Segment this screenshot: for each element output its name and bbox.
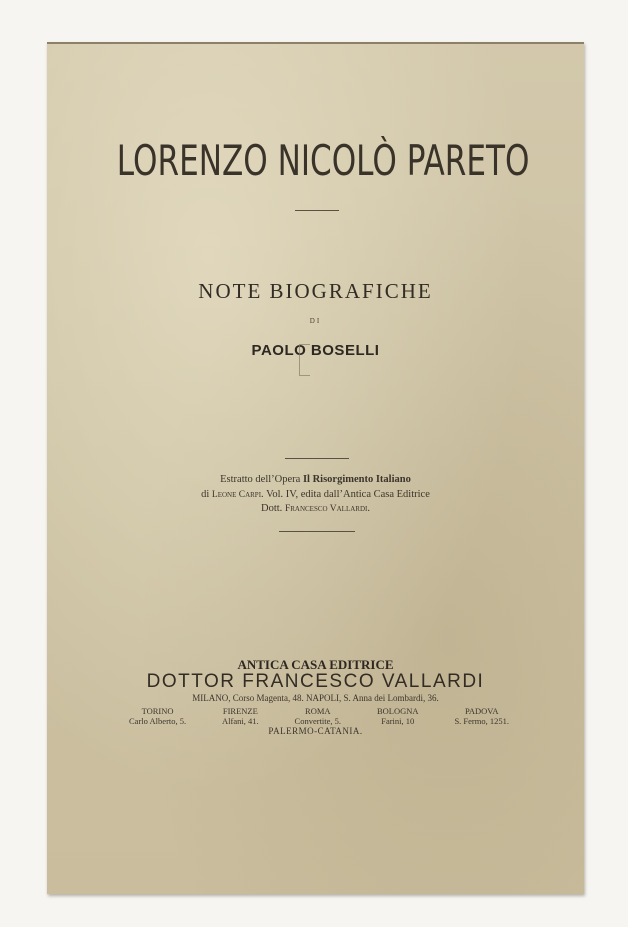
- book-cover: [47, 42, 584, 894]
- branch-city: TORINO: [141, 706, 174, 716]
- branch-address: Convertite, 5.: [294, 716, 342, 726]
- branch-bologna: [377, 706, 419, 726]
- branch-city: PADOVA: [464, 706, 499, 716]
- excerpt-line-1: [47, 474, 584, 485]
- branch-city: ROMA: [305, 706, 331, 716]
- publisher-address: MILANO, Corso Magenta, 48. NAPOLI, S. Anna dei Lombardi, 36.: [192, 693, 439, 703]
- publisher-house: ANTICA CASA EDITRICE: [237, 657, 394, 672]
- branch-firenze: [222, 706, 259, 726]
- excerpt-bottom-divider: [279, 531, 355, 532]
- excerpt-text: di: [201, 489, 212, 500]
- publisher-person: Francesco Vallardi: [284, 504, 368, 514]
- excerpt-text: Dott.: [261, 503, 285, 514]
- branch-padova: [454, 706, 509, 726]
- excerpt-text: Estratto dell’Opera: [220, 474, 303, 485]
- branch-roma: [295, 706, 342, 726]
- publisher-branches: [129, 706, 509, 726]
- branch-city: FIRENZE: [222, 706, 258, 716]
- bracket-mark: [299, 344, 310, 376]
- title-divider: [295, 210, 339, 211]
- publisher-last-line: PALERMO-CATANIA.: [268, 726, 363, 736]
- di-label: DI: [309, 317, 322, 325]
- branch-address: Farini, 10: [381, 716, 415, 726]
- branch-city: BOLOGNA: [376, 706, 419, 716]
- editor-name: Leone Carpi: [211, 490, 262, 500]
- branch-address: Alfani, 41.: [222, 716, 259, 726]
- excerpt-text: . Vol. IV, edita dall’Antica Casa Editrice: [261, 489, 430, 500]
- excerpt-line-3: [47, 503, 584, 514]
- branch-address: S. Fermo, 1251.: [454, 716, 509, 726]
- book-title: LORENZO NICOLÒ PARETO: [116, 136, 530, 185]
- author-name: PAOLO BOSELLI: [251, 342, 380, 359]
- book-subtitle: NOTE BIOGRAFICHE: [198, 279, 433, 303]
- excerpt-text: .: [367, 503, 370, 514]
- branch-torino: [129, 706, 186, 726]
- excerpt-line-2: [47, 489, 584, 500]
- branch-address: Carlo Alberto, 5.: [129, 716, 187, 726]
- excerpt-top-divider: [285, 458, 349, 459]
- publisher-name: DOTTOR FRANCESCO VALLARDI: [146, 671, 485, 692]
- work-title: Il Risorgimento Italiano: [302, 474, 411, 485]
